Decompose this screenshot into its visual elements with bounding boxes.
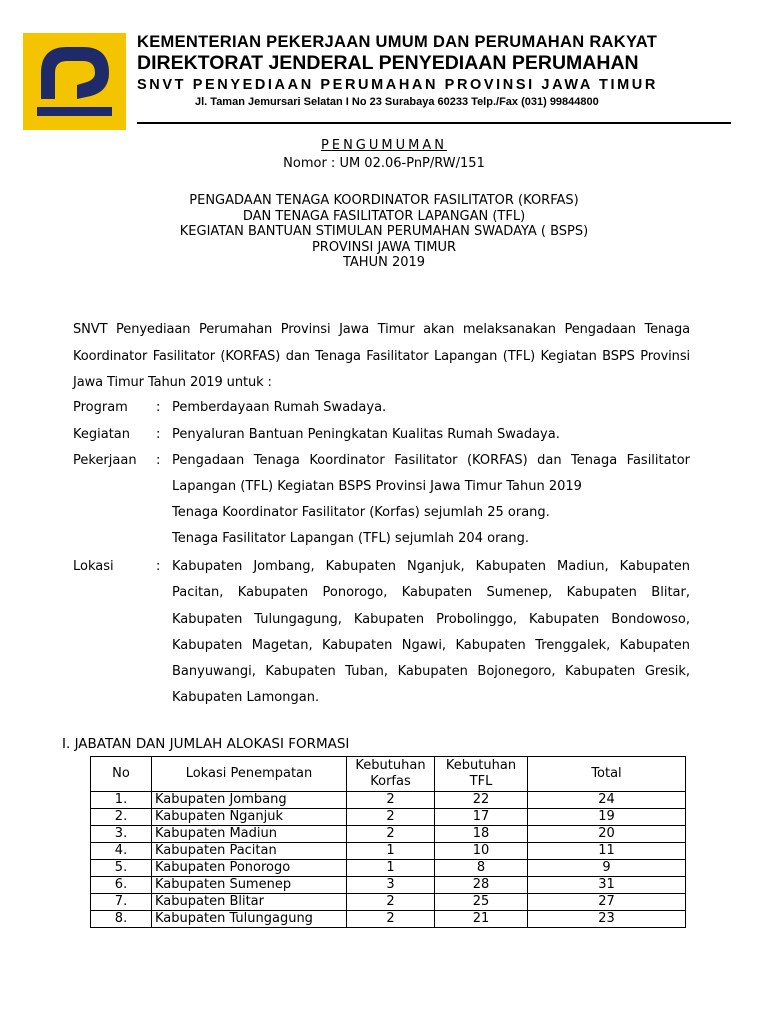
pekerjaan-label: Pekerjaan [73,453,137,468]
cell-no: 3. [91,826,152,843]
cell-korfas: 2 [347,809,435,826]
header-korfas [347,757,435,792]
kegiatan-row [73,422,693,448]
section-heading: I. JABATAN DAN JUMLAH ALOKASI FORMASI [62,736,350,752]
cell-lokasi: Kabupaten Madiun [152,826,347,843]
logo-bar [37,107,112,116]
cell-tfl: 21 [435,911,528,928]
cell-lokasi: Kabupaten Blitar [152,894,347,911]
kegiatan-value: Penyaluran Bantuan Peningkatan Kualitas Rumah Swadaya. [172,427,560,442]
pekerjaan-value: Pengadaan Tenaga Koordinator Fasilitator (KORFAS) dan Tenaga Fasilitator Lapangan (TFL) Kegiatan BSPS Provinsi Jawa Timur Tahun 2019 [172,453,690,494]
cell-no: 8. [91,911,152,928]
announcement-subject [0,193,768,271]
cell-no: 7. [91,894,152,911]
colon: : [156,453,161,468]
cell-korfas: 3 [347,877,435,894]
cell-total: 31 [528,877,686,894]
cell-korfas: 2 [347,826,435,843]
ministry-logo [23,33,126,130]
lokasi-label: Lokasi [73,559,114,574]
cell-tfl: 8 [435,860,528,877]
unit-name: SNVT PENYEDIAAN PERUMAHAN PROVINSI JAWA TIMUR [137,77,658,93]
cell-tfl: 28 [435,877,528,894]
cell-lokasi: Kabupaten Nganjuk [152,809,347,826]
subject-line: KEGIATAN BANTUAN STIMULAN PERUMAHAN SWADAYA ( BSPS) [179,224,589,239]
letterhead-divider [137,122,731,124]
cell-no: 4. [91,843,152,860]
cell-lokasi: Kabupaten Ponorogo [152,860,347,877]
cell-korfas: 2 [347,792,435,809]
pekerjaan-korfas: Tenaga Koordinator Fasilitator (Korfas) sejumlah 25 orang. [172,505,550,520]
cell-tfl: 25 [435,894,528,911]
cell-no: 1. [91,792,152,809]
cell-tfl: 17 [435,809,528,826]
cell-total: 24 [528,792,686,809]
subject-line: PENGADAAN TENAGA KOORDINATOR FASILITATOR (KORFAS) [189,193,579,208]
kegiatan-label: Kegiatan [73,427,131,442]
cell-korfas: 2 [347,894,435,911]
table-header-row [91,757,686,792]
ministry-name: KEMENTERIAN PEKERJAAN UMUM DAN PERUMAHAN RAKYAT [137,33,658,51]
table-row [91,860,686,877]
table-row [91,877,686,894]
cell-total: 19 [528,809,686,826]
cell-total: 27 [528,894,686,911]
table-row [91,826,686,843]
program-label: Program [73,400,128,415]
subject-line: PROVINSI JAWA TIMUR [311,239,457,255]
cell-no: 6. [91,877,152,894]
cell-total: 23 [528,911,686,928]
cell-tfl: 18 [435,826,528,843]
cell-total: 9 [528,860,686,877]
cell-no: 5. [91,860,152,877]
cell-lokasi: Kabupaten Tulungagung [152,911,347,928]
cell-tfl: 22 [435,792,528,809]
cell-korfas: 2 [347,911,435,928]
directorate-name: DIREKTORAT JENDERAL PENYEDIAAN PERUMAHAN [137,52,639,74]
header-total: Total [528,757,686,792]
announcement-number: Nomor : UM 02.06-PnP/RW/151 [283,156,485,171]
pekerjaan-row [73,448,693,552]
cell-no: 2. [91,809,152,826]
header-tfl-line2: TFL [469,774,493,789]
table-row [91,809,686,826]
announcement-title: PENGUMUMAN [321,138,447,153]
cell-tfl: 10 [435,843,528,860]
cell-total: 20 [528,826,686,843]
header-korfas-line1: Kebutuhan [355,758,426,773]
cell-korfas: 1 [347,860,435,877]
header-tfl [435,757,528,792]
header-tfl-line1: Kebutuhan [445,758,517,773]
colon: : [156,427,161,442]
cell-lokasi: Kabupaten Pacitan [152,843,347,860]
colon: : [156,559,161,574]
lokasi-row [73,554,693,712]
program-row [73,395,693,421]
lokasi-value: Kabupaten Jombang, Kabupaten Nganjuk, Kabupaten Madiun, Kabupaten Pacitan, Kabupaten Ponorogo, Kabupaten Sumenep, Kabupaten Blitar, Kabupaten Tulungagung, Kabupaten Probolinggo, Kabupaten Bondowoso, Kabupaten Magetan, Kabupaten Ngawi, Kabupaten Trenggalek, Kabupaten Banyuwangi, Kabupaten Tuban, Kabupaten Bojonegoro, Kabupaten Gresik, Kabupaten Lamongan. [172,559,690,706]
header-lokasi: Lokasi Penempatan [152,757,347,792]
table-row [91,792,686,809]
table-row [91,843,686,860]
header-no: No [91,757,152,792]
cell-lokasi: Kabupaten Jombang [152,792,347,809]
subject-line: DAN TENAGA FASILITATOR LAPANGAN (TFL) [242,208,526,224]
table-row [91,894,686,911]
letterhead [137,32,737,110]
pekerjaan-tfl: Tenaga Fasilitator Lapangan (TFL) sejumlah 204 orang. [172,531,529,546]
intro-paragraph: SNVT Penyediaan Perumahan Provinsi Jawa Timur akan melaksanakan Pengadaan Tenaga Koordinator Fasilitator (KORFAS) dan Tenaga Fasilitator Lapangan (TFL) Kegiatan BSPS Provinsi Jawa Timur Tahun 2019 untuk : [73,322,690,390]
program-value: Pemberdayaan Rumah Swadaya. [172,400,387,415]
cell-lokasi: Kabupaten Sumenep [152,877,347,894]
cell-total: 11 [528,843,686,860]
table-row [91,911,686,928]
formation-table [90,756,686,928]
colon: : [156,400,161,415]
office-address: Jl. Taman Jemursari Selatan I No 23 Surabaya 60233 Telp./Fax (031) 99844800 [195,96,599,108]
subject-line: TAHUN 2019 [342,255,426,270]
header-korfas-line2: Korfas [370,774,411,789]
cell-korfas: 1 [347,843,435,860]
